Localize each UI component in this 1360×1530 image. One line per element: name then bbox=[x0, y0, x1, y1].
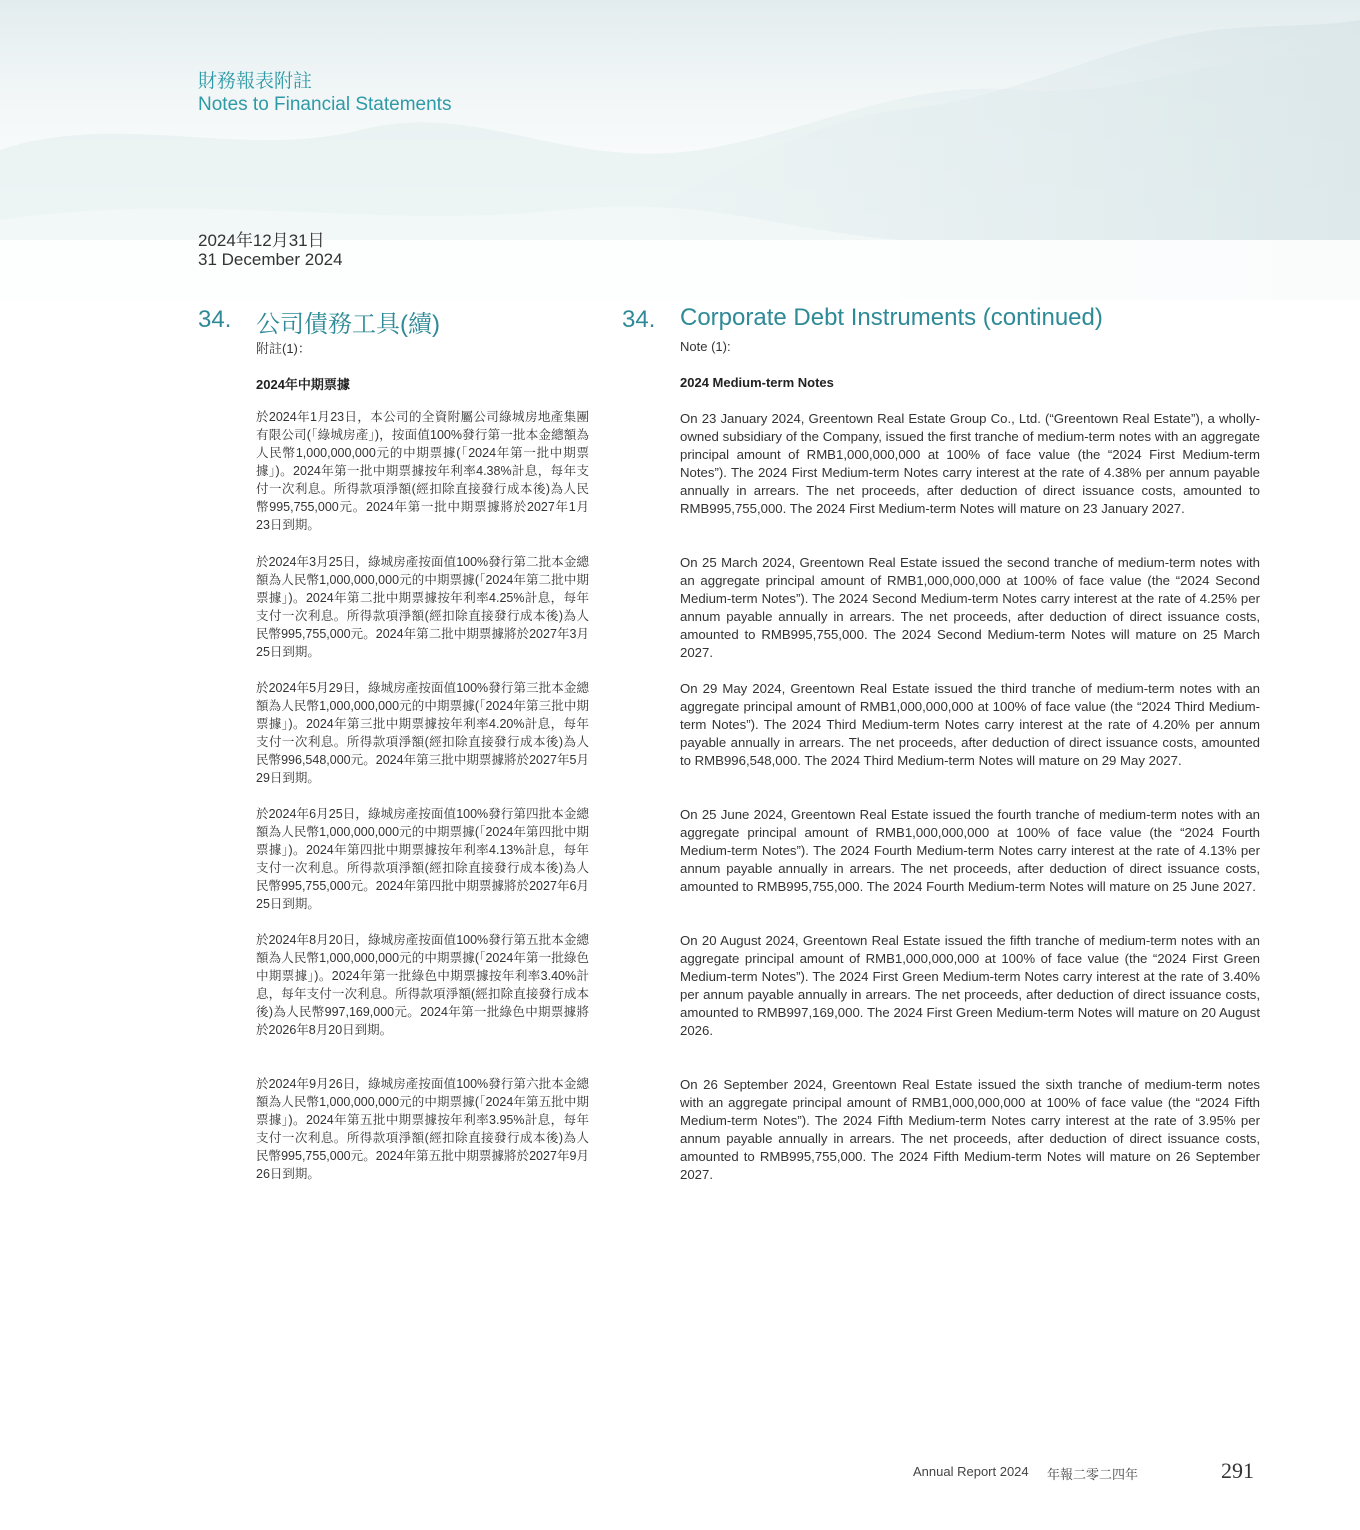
section-title-zh: 公司債務工具(續) bbox=[256, 311, 440, 338]
subheading-zh: 2024年中期票據 bbox=[256, 377, 350, 392]
note-label-en: Note (1): bbox=[680, 339, 731, 354]
section-number-en: 34. bbox=[622, 306, 656, 333]
header-title-en: Notes to Financial Statements bbox=[198, 94, 452, 115]
footer-report-zh: 年報二零二四年 bbox=[1047, 1467, 1139, 1482]
paragraph-en-1: On 23 January 2024, Greentown Real Estate Group Co., Ltd. (“Greentown Real Estate”), a wholly-owned subsidiary of the Company, issued the first tranche of medium-term notes with an aggregate principal amount of RMB1,000,000,000 at 100% of face value (the “2024 First Medium-term Notes”). The 2024 First Medium-term Notes carry interest at the rate of 4.38% per annum payable annually in arrears. The net proceeds, after deduction of direct issuance costs, amounted to RMB995,755,000. The 2024 First Medium-term Notes will mature on 23 January 2027. bbox=[680, 411, 1260, 516]
header-title-zh: 財務報表附註 bbox=[198, 71, 313, 92]
subheading-en: 2024 Medium-term Notes bbox=[680, 375, 834, 390]
paragraph-en-4: On 25 June 2024, Greentown Real Estate issued the fourth tranche of medium-term notes with an aggregate principal amount of RMB1,000,000,000 at 100% of face value (the “2024 Fourth Medium-term Notes”). The 2024 Fourth Medium-term Notes carry interest at the rate of 4.13% per annum payable annually in arrears. The net proceeds, after deduction of direct issuance costs, amounted to RMB995,755,000. The 2024 Fourth Medium-term Notes will mature on 25 June 2027. bbox=[680, 807, 1260, 894]
paragraph-en-3: On 29 May 2024, Greentown Real Estate issued the third tranche of medium-term notes with an aggregate principal amount of RMB1,000,000,000 at 100% of face value (the “2024 Third Medium-term Notes”). The 2024 Third Medium-term Notes carry interest at the rate of 4.20% per annum payable annually in arrears. The net proceeds, after deduction of direct issuance costs, amounted to RMB996,548,000. The 2024 Third Medium-term Notes will mature on 29 May 2027. bbox=[680, 681, 1260, 768]
paragraph-zh-6: 於2024年9月26日，綠城房產按面值100%發行第六批本金總額為人民幣1,000,000,000元的中期票據(「2024年第五批中期票據」)。2024年第五批中期票據按年利率3.95%計息，每年支付一次利息。所得款項淨額(經扣除直接發行成本後)為人民幣995,755,000元。2024年第五批中期票據將於2027年9月26日到期。 bbox=[256, 1077, 589, 1181]
paragraph-zh-3: 於2024年5月29日，綠城房產按面值100%發行第三批本金總額為人民幣1,000,000,000元的中期票據(「2024年第三批中期票據」)。2024年第三批中期票據按年利率4.20%計息，每年支付一次利息。所得款項淨額(經扣除直接發行成本後)為人民幣996,548,000元。2024年第三批中期票據將於2027年5月29日到期。 bbox=[256, 681, 589, 785]
footer-report-en: Annual Report 2024 bbox=[913, 1464, 1029, 1479]
page-number: 291 bbox=[1221, 1458, 1254, 1483]
section-number-zh: 34. bbox=[198, 306, 232, 333]
paragraph-zh-5: 於2024年8月20日，綠城房產按面值100%發行第五批本金總額為人民幣1,000,000,000元的中期票據(「2024年第一批綠色中期票據」)。2024年第一批綠色中期票據按年利率3.40%計息，每年支付一次利息。所得款項淨額(經扣除直接發行成本後)為人民幣997,169,000元。2024年第一批綠色中期票據將於2026年8月20日到期。 bbox=[256, 933, 589, 1037]
date-en: 31 December 2024 bbox=[198, 250, 343, 269]
note-label-zh: 附註(1)： bbox=[256, 341, 311, 356]
paragraph-en-5: On 20 August 2024, Greentown Real Estate issued the fifth tranche of medium-term notes with an aggregate principal amount of RMB1,000,000,000 at 100% of face value (the “2024 First Green Medium-term Notes”). The 2024 First Green Medium-term Notes carry interest at the rate of 3.40% per annum payable annually in arrears. The net proceeds, after deduction of direct issuance costs, amounted to RMB997,169,000. The 2024 First Green Medium-term Notes will mature on 20 August 2026. bbox=[680, 933, 1260, 1038]
paragraph-zh-1: 於2024年1月23日，本公司的全資附屬公司綠城房地產集團有限公司(「綠城房產」)，按面值100%發行第一批本金總額為人民幣1,000,000,000元的中期票據(「2024年第一批中期票據」)。2024年第一批中期票據按年利率4.38%計息，每年支付一次利息。所得款項淨額(經扣除直接發行成本後)為人民幣995,755,000元。2024年第一批中期票據將於2027年1月23日到期。 bbox=[256, 410, 589, 532]
paragraph-zh-4: 於2024年6月25日，綠城房產按面值100%發行第四批本金總額為人民幣1,000,000,000元的中期票據(「2024年第四批中期票據」)。2024年第四批中期票據按年利率4.13%計息，每年支付一次利息。所得款項淨額(經扣除直接發行成本後)為人民幣995,755,000元。2024年第四批中期票據將於2027年6月25日到期。 bbox=[256, 807, 589, 911]
paragraph-zh-2: 於2024年3月25日，綠城房產按面值100%發行第二批本金總額為人民幣1,000,000,000元的中期票據(「2024年第二批中期票據」)。2024年第二批中期票據按年利率4.25%計息，每年支付一次利息。所得款項淨額(經扣除直接發行成本後)為人民幣995,755,000元。2024年第二批中期票據將於2027年3月25日到期。 bbox=[256, 555, 589, 659]
paragraph-en-6: On 26 September 2024, Greentown Real Estate issued the sixth tranche of medium-term notes with an aggregate principal amount of RMB1,000,000,000 at 100% of face value (the “2024 Fifth Medium-term Notes”). The 2024 Fifth Medium-term Notes carry interest at the rate of 3.95% per annum payable annually in arrears. The net proceeds, after deduction of direct issuance costs, amounted to RMB995,755,000. The 2024 Fifth Medium-term Notes will mature on 26 September 2027. bbox=[680, 1077, 1260, 1182]
paragraph-en-2: On 25 March 2024, Greentown Real Estate issued the second tranche of medium-term notes with an aggregate principal amount of RMB1,000,000,000 at 100% of face value (the “2024 Second Medium-term Notes”). The 2024 Second Medium-term Notes carry interest at the rate of 4.25% per annum payable annually in arrears. The net proceeds, after deduction of direct issuance costs, amounted to RMB995,755,000. The 2024 Second Medium-term Notes will mature on 25 March 2027. bbox=[680, 555, 1260, 660]
date-zh: 2024年12月31日 bbox=[198, 231, 325, 250]
section-title-en: Corporate Debt Instruments (continued) bbox=[680, 304, 1103, 331]
